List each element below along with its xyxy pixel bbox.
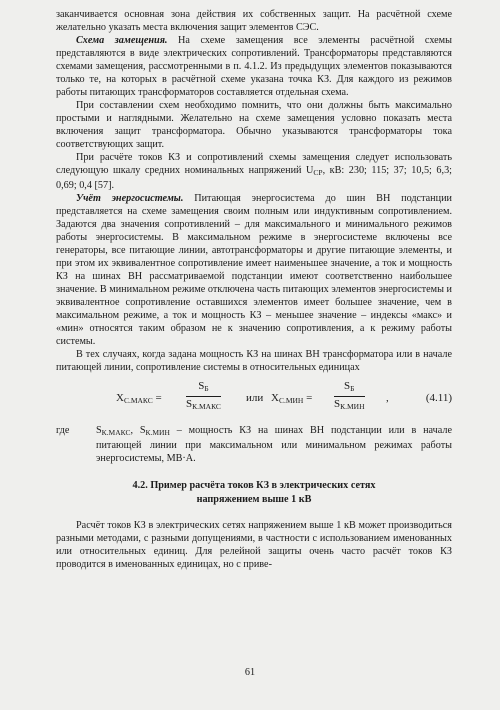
- paragraph-voltage-scale: [56, 151, 452, 192]
- paragraph-equivalent-circuit: [56, 34, 452, 99]
- term-power-system: Учёт энергосистемы.: [76, 193, 184, 204]
- fraction-min-denominator: $S_{К.МИН}$: [334, 398, 365, 411]
- voltage-scale-text-a: При расчёте токов КЗ и сопротивлений схемы замещения следует использовать следующую шкалу средних номинальных напряжений U: [56, 152, 452, 176]
- formula-fraction-max: [186, 380, 221, 413]
- formula-x-min: X: [271, 392, 279, 404]
- formula-or: или: [246, 392, 264, 404]
- term-equivalent-circuit: Схема замещения.: [76, 35, 168, 46]
- equation-number: (4.11): [425, 392, 452, 404]
- fraction-min-numerator: $S_Б$: [334, 380, 365, 397]
- where-text: – мощность КЗ на шинах ВН подстанции или в начале питающей линии при максимальном или минимальном режимах работы энергосистемы, МВ·А.: [96, 425, 452, 464]
- voltage-scale-subscript: СР: [313, 168, 323, 177]
- paragraph-short-circuit-power: В тех случаях, когда задана мощность КЗ на шинах ВН трансформатора или в начале питающей линии, сопротивление системы в относительных единицах: [56, 349, 452, 373]
- formula-x-max: X: [116, 392, 124, 404]
- voltage-scale-text-b: , кВ: 230; 115; 37; 10,5; 6,3; 0,69; 0,4 [57].: [56, 165, 452, 191]
- section-heading-line-1: 4.2. Пример расчёта токов КЗ в электрических сетях: [132, 480, 376, 491]
- where-label: где: [56, 425, 70, 436]
- paragraph-equivalent-circuit-text: На схеме замещения все элементы расчётной схемы представляются в виде электрических сопротивлений. Трансформаторы представляются схемами замещения, рассмотренными в п. 4.1.2. Из предыдущих элементов показываются только те, на которых в расчётной схеме указана точка КЗ. Для каждого из режимов работы питающих трансформаторов составляется отдельная схема.: [56, 35, 452, 98]
- formula-lhs-min: [271, 392, 312, 407]
- formula-lhs-max: [116, 392, 162, 407]
- formula-equals-2: =: [306, 392, 313, 404]
- paragraph-power-system-text: Питающая энергосистема до шин ВН подстанции представляется на схеме замещения своим полным или индуктивным сопротивлением. Задаются два значения сопротивлений – для максимального и минимального режимов работы энергосистемы. В максимальном режиме в энергосистеме включены все генераторы, все питающие линии, автотрансформаторы и другие питающие элементы, и при этом их эквивалентное сопротивление имеет наименьшее значение, а ток и мощность КЗ на шинах ВН рассматриваемой подстанции имеют соответственно наибольшее значение. В минимальном режиме отключена часть питающих элементов энергосистемы и эквивалентное сопротивление оставшихся элементов имеет большее значение, чем в максимальном режиме, а ток и мощность КЗ – меньшее значение – индексы «макс» и «мин» относятся таким образом не к значению сопротивления, а к режиму работы системы.: [56, 193, 452, 347]
- formula-x-max-subscript: С.МАКС: [123, 396, 153, 405]
- formula-x-min-subscript: С.МИН: [278, 396, 304, 405]
- paragraph-intro: заканчивается основная зона действия их собственных защит. На расчётной схеме желательно указать места включения защит элементов СЭС.: [56, 9, 452, 33]
- fraction-max-numerator: $S_Б$: [186, 380, 221, 397]
- formula-comma: ,: [386, 392, 389, 404]
- section-heading-line-2: напряжением выше 1 кВ: [196, 494, 312, 505]
- page-number: 61: [244, 667, 256, 678]
- formula-4-11: [56, 380, 452, 420]
- formula-equals-1: =: [155, 392, 162, 404]
- paragraph-schemes: При составлении схем необходимо помнить, что они должны быть максимально простыми и наглядными. Желательно на схеме замещения условно показать места включения защит трансформатора. Обычно указываются трансформаторы тока соответствующих защит.: [56, 100, 452, 150]
- formula-fraction-min: [334, 380, 365, 413]
- paragraph-calculation-methods: Расчёт токов КЗ в электрических сетях напряжением выше 1 кВ может производиться разными методами, с разными допущениями, в частности с использованием именованных или относительных единиц. Для релейной защиты очень часто расчёт токов КЗ проводится в именованных единицах, но с приве-: [56, 520, 452, 570]
- paragraph-power-system: [56, 192, 452, 348]
- formula-where-clause: где $S_{К.МАКС}$, $S_{К.МИН}$ – мощность КЗ на шинах ВН подстанции или в начале питающей линии при максимальном или минимальном режимах работы энергосистемы, МВ·А.: [56, 425, 452, 464]
- section-heading: [56, 479, 452, 507]
- fraction-max-denominator: $S_{К.МАКС}$: [186, 398, 221, 411]
